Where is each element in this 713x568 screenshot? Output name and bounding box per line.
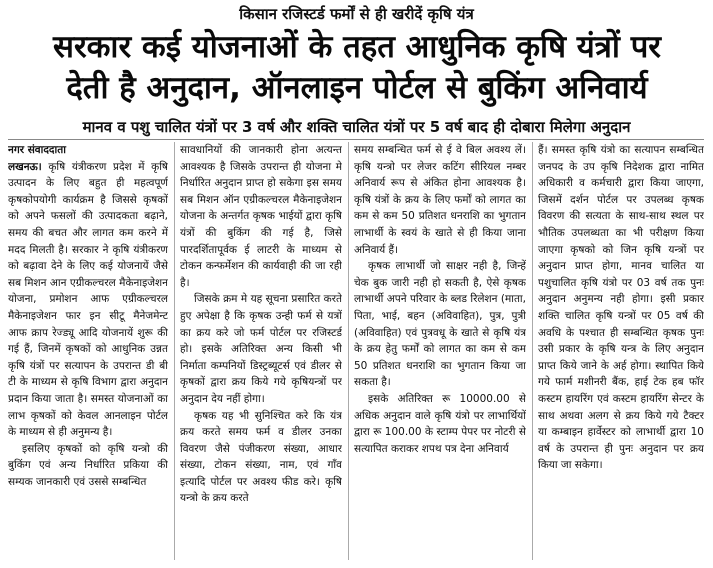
paragraph-text: कृषि यंत्रीकरण प्रदेश में कृषि उत्पादन के लिए बहुत ही महत्वपूर्ण कृषकोपयोगी कार्यक्रम है जिससे कृषकों को अपने फसलों की उत्पादकता बढ़ाने, समय की बचत और लागत कम करने में मदद मिलती है। सरकार ने कृषि यंत्रीकरण को बढ़ावा देने के लिए कई योजनायें जैसे सब मिशन आन एग्रीकल्चरल मैकेनाइजेशन योजना, प्रमोशन आफ एग्रीकल्चरल मैकेनाइजेशन फार इन सीटू मैनेजमेन्ट आफ क्राप रेज्ड्यू आदि योजनायें शुरू की गई हैं, जिनमें कृषकों को आधुनिक उन्नत कृषि यंत्रों पर सत्यापन के उपरान्त डी बी टी के माध्यम से कृषि विभाग द्वारा अनुदान प्रदान किया जाता है। समस्त योजनाओं का लाभ कृषकों को केवल आनलाइन पोर्टल के माध्यम से ही अनुमन्य है।: [8, 160, 168, 439]
column-2: [180, 142, 342, 562]
paragraph: कृषक लाभार्थी जो साक्षर नही है, जिन्हें चेक बुक जारी नही हो सकती है, ऐसे कृषक लाभार्थी अपने परिवार के ब्लड रिलेशन (माता, पिता, भाई, बहन (अविवाहित), पुत्र, पुत्री (अविवाहित) एवं पुत्रवधू के खाते से कृषि यंत्र के क्रय हेतु फर्मों को लागत का कम से कम 50 प्रतिशत धनराशि का भुगतान किया जा सकता है।: [354, 260, 526, 389]
article-body: [8, 142, 708, 562]
headline-line-2: देती है अनुदान, ऑनलाइन पोर्टल से बुकिंग अनिवार्य: [66, 70, 648, 106]
column-divider: [174, 142, 175, 560]
paragraph: इसके अतिरिक्त रू 10000.00 से अधिक अनुदान वाले कृषि यंत्रो पर लाभार्थियों द्वारा रू 100.00 के स्टाम्प पेपर पर नोटरी से सत्यापित कराकर शपथ पत्र देना अनिवार्य: [354, 392, 526, 455]
article-subhead: मानव व पशु चालित यंत्रों पर 3 वर्ष और शक्ति चालित यंत्रों पर 5 वर्ष बाद ही दोबारा मिलेगा अनुदान: [82, 118, 631, 136]
paragraph: समय सम्बन्धित फर्म से ई वे बिल अवश्य लें। कृषि यन्त्रो पर लेजर कटिंग सीरियल नम्बर अनिवार्य रूप से अंकित होना आवश्यक है। कृषि यंत्रों के क्रय के लिए फर्मों को लागत का कम से कम 50 प्रतिशत धनराशि का भुगतान लाभार्थी के स्वयं के खाते से ही किया जाना अनिवार्य हैं।: [354, 144, 526, 256]
article-headline: [12, 27, 702, 109]
paragraph: हैं। समस्त कृषि यंत्रो का सत्यापन सम्बन्धित जनपद के उप कृषि निदेशक द्वारा नामित अधिकारी व कर्मचारी द्वारा किया जाएगा, जिसमें दर्शन पोर्टल पर उपलब्ध कृषक विवरण की सत्यता के साथ-साथ स्थल पर भौतिक उपलब्धता का भी परीक्षण किया जाएगा कृषको को जिन कृषि यन्त्रों पर अनुदान प्राप्त होगा, मानव चालित या पशुचालित कृषि यंत्रो पर 03 वर्ष तक पुनः अनुदान अनुमन्य नही होगा। इसी प्रकार शक्ति चालित कृषि यन्त्रों पर 05 वर्ष की अवधि के पश्चात ही सम्बन्धित कृषक पुनः उसी प्रकार के कृषि यन्त्र के लिए अनुदान प्राप्त किये जाने के अर्ह होगा। स्थापित किये गये फार्म मशीनरी बैंक, हाई टेक हब फॉर कस्टम हायरिंग एवं कस्टम हायरिंग सेन्टर के साथ अथवा अलग से क्रय किये गये टैक्टर या कम्बाइन हार्वेस्टर को लाभार्थी द्वारा 10 वर्ष के उपरान्त ही पुनः अनुदान पर क्रय किया जा सकेगा।: [538, 144, 704, 472]
dateline: लखनऊ।: [8, 160, 42, 173]
article-kicker: किसान रजिस्टर्ड फर्मों से ही खरीदें कृषि यंत्र: [239, 5, 474, 23]
column-3: [354, 142, 526, 562]
column-1: [8, 142, 168, 562]
column-divider: [348, 142, 349, 560]
column-divider: [532, 142, 533, 560]
headline-line-1: सरकार कई योजनाओं के तहत आधुनिक कृषि यंत्रों पर: [52, 29, 661, 65]
subhead-divider: [8, 139, 704, 140]
column-4: [538, 142, 704, 562]
paragraph: सावधानियों की जानकारी होना अत्यन्त आवश्यक है जिसके उपरान्त ही योजना मे निर्धारित अनुदान प्राप्त हो सकेगा इस समय सब मिशन ऑन एग्रीकल्चरल मैकेनाइजेशन योजना के अन्तर्गत कृषक भाईयों द्वारा कृषि यंत्रों की बुकिंग की गई है, जिसे पारदर्शितापूर्वक ई लाटरी के माध्यम से टोकन कन्फर्मेशन की कार्यवाही की जा रही है।: [180, 144, 342, 289]
paragraph: जिसके क्रम मे यह सूचना प्रसारित करते हुए अपेक्षा है कि कृषक उन्ही फर्म से यत्रों का क्रय करे जो फर्म पोर्टल पर रजिस्टर्ड हो। इसके अतिरिक्त अन्य किसी भी निर्माता कम्पनियों डिस्ट्रब्यूटर्स एवं डीलर से कृषकों द्वारा क्रय किये गये कृषियन्त्रों पर अनुदान देय नहीं होगा।: [180, 293, 342, 405]
paragraph: इसलिए कृषकों को कृषि यन्त्रो की बुकिंग एवं अन्य निर्धारित प्रकिया की सम्यक जानकारी एवं उससे सम्बन्धित: [8, 442, 168, 488]
paragraph: कृषक यह भी सुनिश्चित करे कि यंत्र क्रय करते समय फर्म व डीलर उनका विवरण जैसे पंजीकरण संख्या, आधार संख्या, टोकन संख्या, नाम, एवं गाँव इत्यादि पोर्टल पर अवश्य फीड करे। कृषि यन्त्रो के क्रय करते: [180, 409, 342, 505]
paragraph: [8, 159, 168, 441]
byline: नगर संवाददाता: [8, 144, 66, 156]
